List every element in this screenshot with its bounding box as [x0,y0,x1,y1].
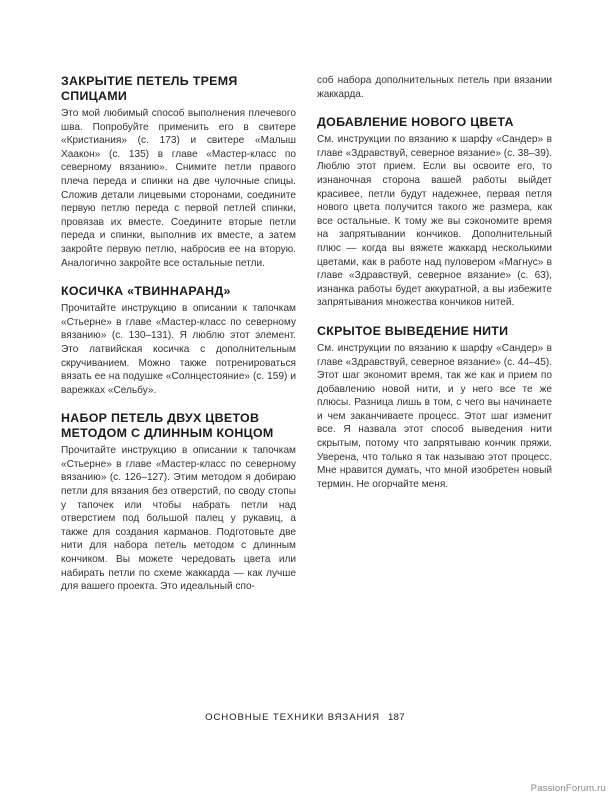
section-three-needle-bind-off [61,74,296,270]
section-title: СКРЫТОЕ ВЫВЕДЕНИЕ НИТИ [317,323,509,338]
section-body: Прочитайте инструкцию в описании к тапочкам «Стьерне» в главе «Мастер-класс по северному вязанию» (с. 130–131). Я люблю этот элемент. Это латвийская косичка с дополнительным скручиванием. Можно также потренироваться вязать ее на подушке «Солнцестояние» (с. 159) и варежках «Сельбу». [61,303,296,396]
section-title: ДОБАВЛЕНИЕ НОВОГО ЦВЕТА [317,115,514,130]
section-body: Это мой любимый способ выполнения плечевого шва. Попробуйте применить его в свитере «Кристиания» (с. 173) и свитере «Малыш Хаакон» (с. 135) в главе «Мастер-класс по северному вязанию». Снимите петли правого плеча переда и спинки на две чулочные спицы. Сложив детали лицевыми сторонами, соедините первую петлю переда с первой петлей спинки, провязав их вместе. Соедините вторые петли переда и спинки, выполнив их вместе, а затем закройте первую петлю, набросив ее на вторую. Аналогично закройте все остальные петли. [61,108,296,269]
section-title: ЗАКРЫТИЕ ПЕТЕЛЬ ТРЕМЯ СПИЦАМИ [61,74,238,103]
section-title: НАБОР ПЕТЕЛЬ ДВУХ ЦВЕТОВ МЕТОДОМ С ДЛИННЫМ КОНЦОМ [61,411,274,441]
page-footer [0,712,610,723]
section-body: См. инструкции по вязанию к шарфу «Сандер» в главе «Здравствуй, северное вязание» (с. 38–39). Люблю этот прием. Если вы освоите его, то изнаночная сторона вашей работы выйдет красивее, петли будут надежнее, первая петля нового цвета получится такого же размера, как все остальные. К тому же вы сэкономите время на запрятывании кончиков. Дополнительный плюс — когда вы вяжете жаккард несколькими цветами, как в работе над пуловером «Магнус» в главе «Здравствуй, северное вязание» (с. 63), изнанка работы будет аккуратной, а вы избежите запрятывания множества кончиков нитей. [317,134,553,309]
section-continuation [317,74,552,101]
section-twined-braid [61,284,296,397]
section-adding-new-color [317,115,552,310]
section-hidden-yarn-tail [317,324,552,492]
continued-paragraph: соб набора дополнительных петель при вязании жаккарда. [317,75,552,100]
section-title: КОСИЧКА «ТВИННАРАНД» [61,284,231,299]
left-column [61,74,296,608]
section-two-color-long-tail-cast-on [61,411,296,594]
watermark: PassionForum.ru [530,783,606,794]
section-body: Прочитайте инструкцию в описании к тапочкам «Стьерне» в главе «Мастер-класс по северному вязанию» (с. 126–127). Этим методом я добираю петли для вязания без отверстий, по своду стопы у тапочек или чтобы набрать петли над отверстием под большой палец у рукавиц, а также для создания карманов. Подготовьте две нити для набора петель методом с длинным кончиком. Вы можете чередовать цвета или набирать петли по схеме жаккарда — как лучше для вашего проекта. Это идеальный спо- [61,445,296,593]
page-number: 187 [387,712,405,723]
footer-section-label: ОСНОВНЫЕ ТЕХНИКИ ВЯЗАНИЯ [205,712,380,723]
section-body: См. инструкции по вязанию к шарфу «Сандер» в главе «Здравствуй, северное вязание» (с. 44–45). Этот шаг экономит время, так же как и прием по добавлению новой нити, и у него все те же плюсы. Разница лишь в том, с чего вы начинаете и чем заканчиваете процесс. Этот шаг изменит все. Я назвала этот способ выведения нити скрытым, потому что запрятываю кончик пряжи. Уверена, что только я так называю этот процесс. Мне нравится думать, что мной изобретен новый термин. Не огорчайте меня. [317,342,553,490]
right-column [317,74,552,505]
